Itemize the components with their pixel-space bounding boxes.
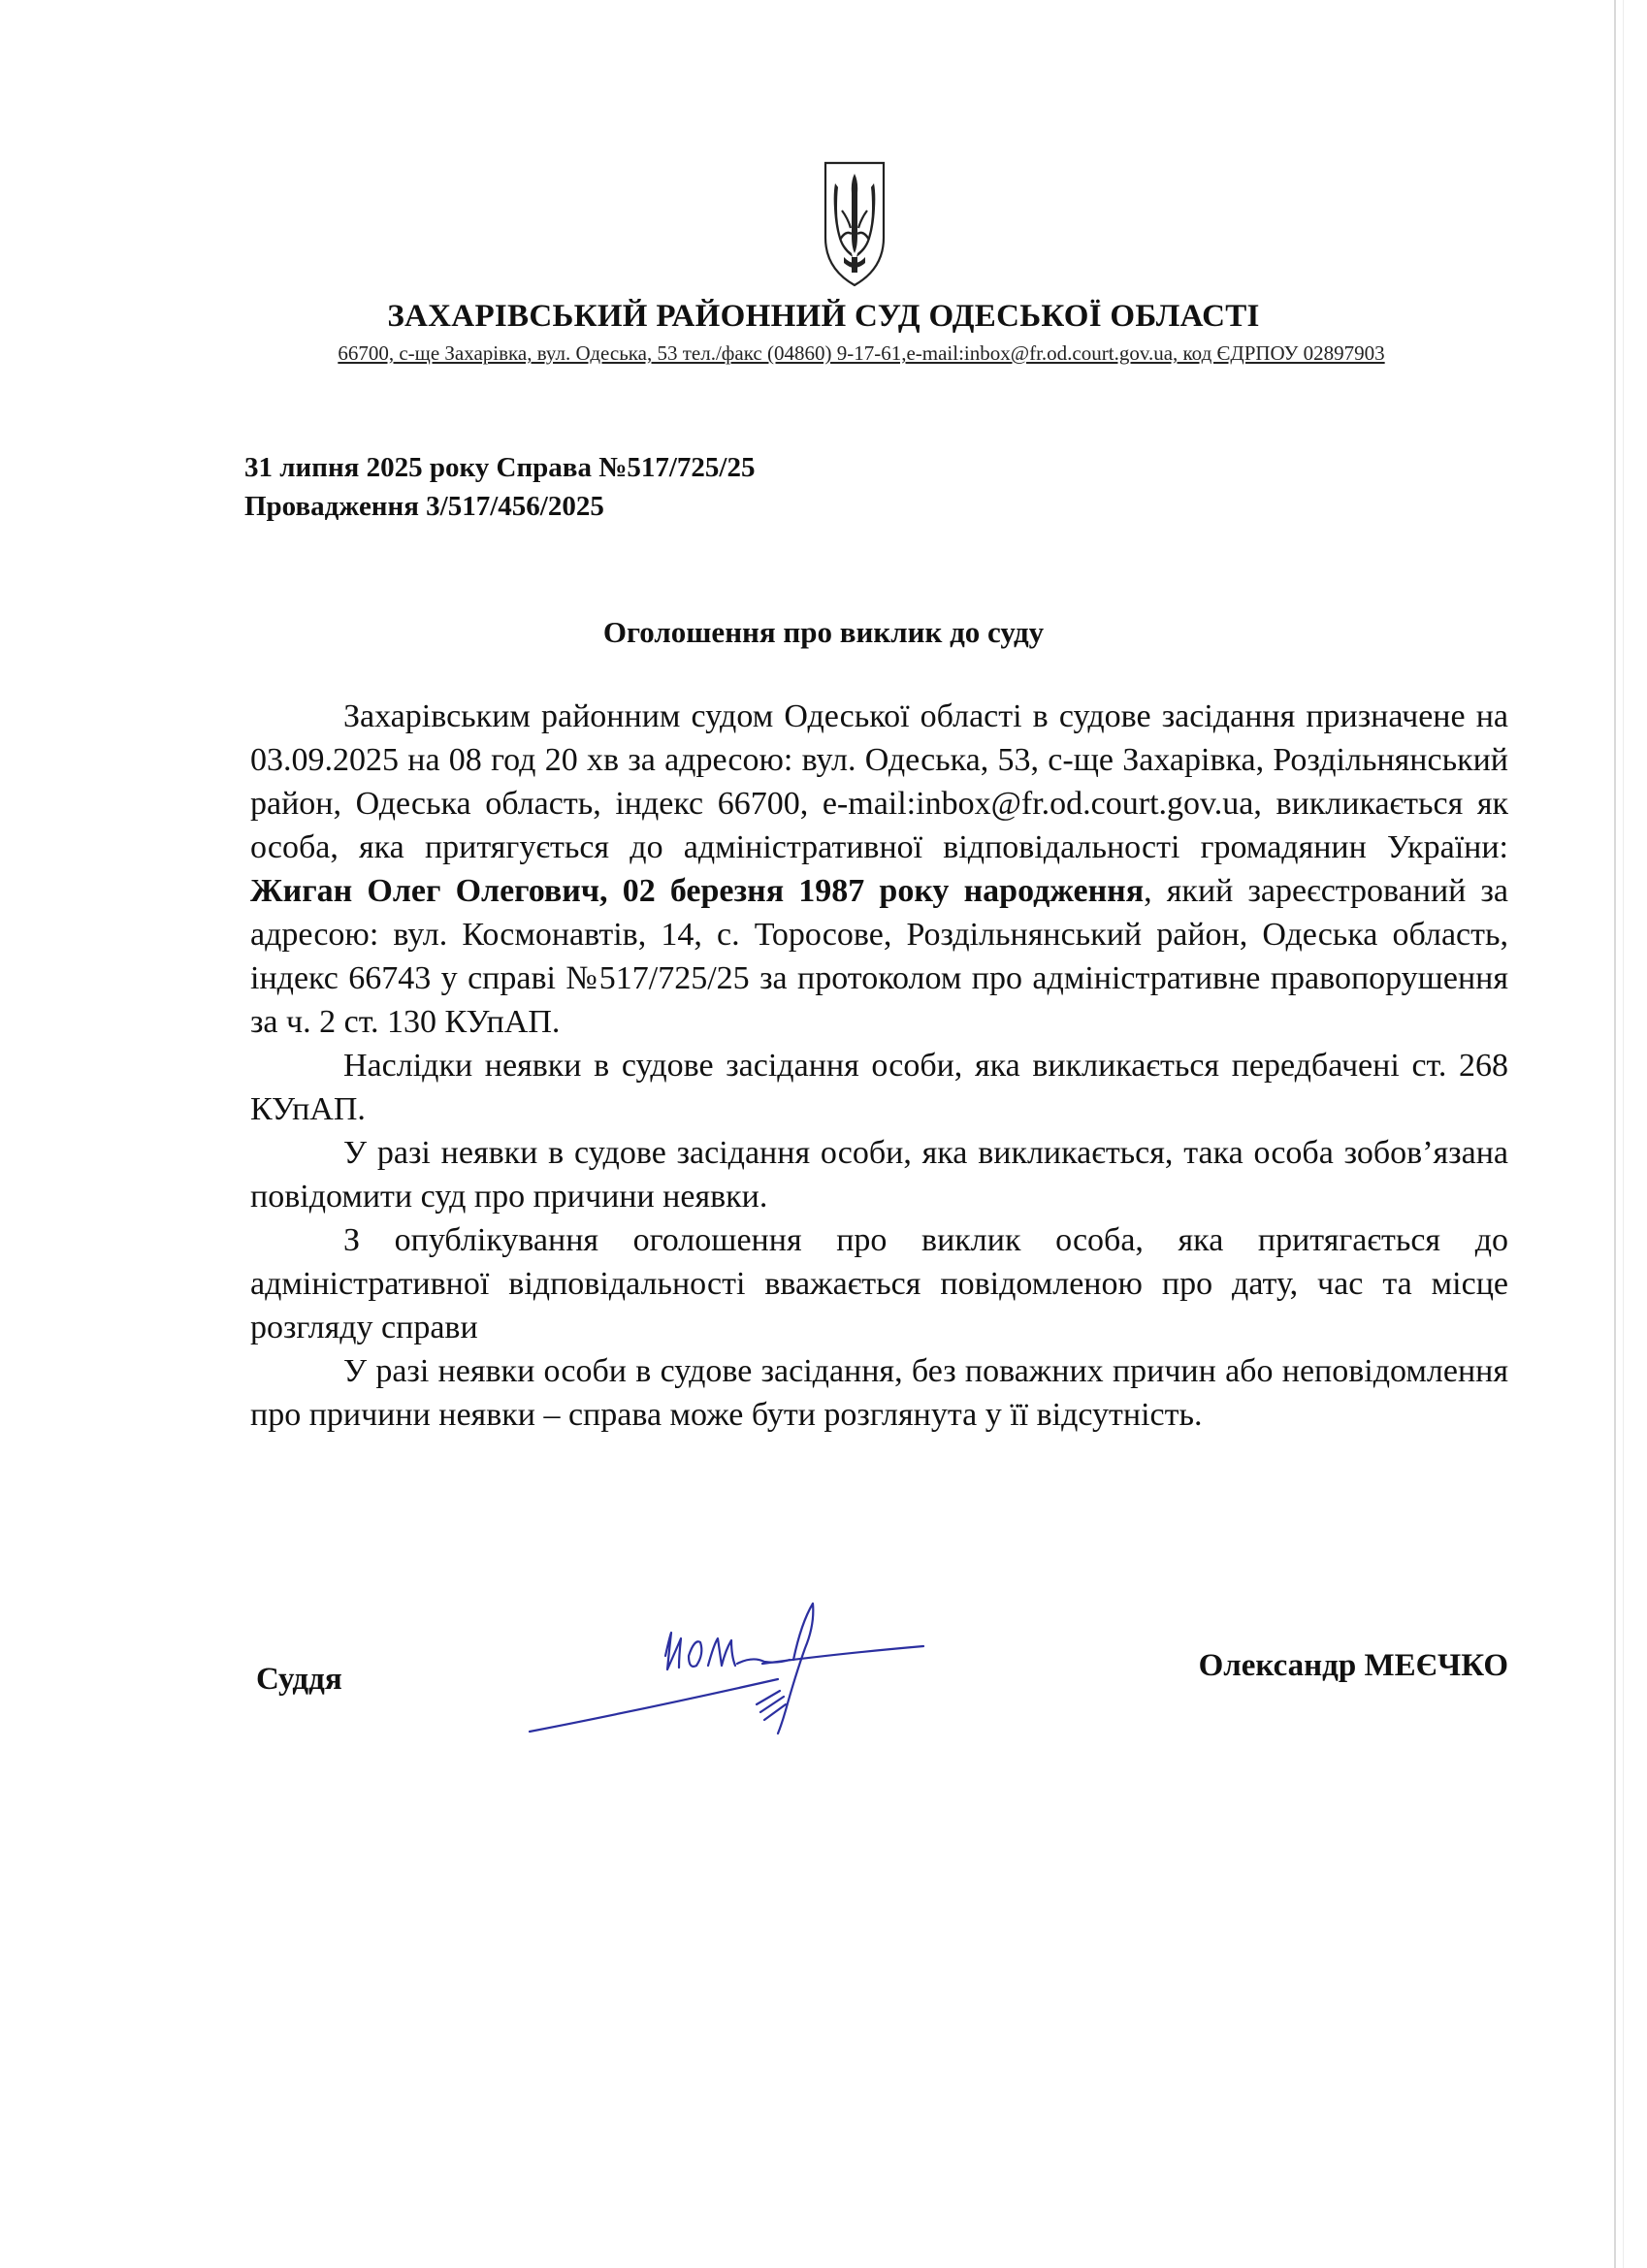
notice-body: [250, 695, 1508, 1437]
judge-name: Олександр МЕЄЧКО: [1198, 1648, 1508, 1683]
proceeding-number: Провадження 3/517/456/2025: [244, 491, 604, 522]
court-name: ЗАХАРІВСЬКИЙ РАЙОННИЙ СУД ОДЕСЬКОЇ ОБЛАСТІ: [387, 299, 1260, 334]
court-address: 66700, с-ще Захарівка, вул. Одеська, 53 тел./факс (04860) 9-17-61,e-mail:inbox@fr.od.court.gov.ua, код ЄДРПОУ 02897903: [338, 341, 1385, 365]
case-date-number: 31 липня 2025 року Справа №517/725/25: [244, 452, 756, 483]
judge-title: Суддя: [256, 1662, 342, 1697]
paragraph-obligation: У разі неявки в судове засідання особи, яка викликається, така особа зобов’язана повідомити суд про причини неявки.: [250, 1135, 1508, 1215]
summons-text-part2: , який зареєстрований за адресою: вул. Космонавтів, 14, с. Торосове, Роздільнянський район, Одеська область, індекс 66743 у справі №517/725/25 за протоколом про адміністративне правопорушення за ч. 2 ст. 130 КУпАП.: [250, 873, 1508, 1040]
tryzub-coat-of-arms-icon: [823, 160, 887, 288]
scan-page-edge-shadow: [1623, 0, 1624, 2268]
scan-page-edge: [1614, 0, 1616, 2268]
paragraph-consequences: Наслідки неявки в судове засідання особи, яка викликається передбачені ст. 268 КУпАП.: [250, 1048, 1508, 1127]
person-name: Жиган Олег Олегович, 02 березня 1987 року народження: [250, 873, 1145, 909]
handwritten-signature-icon: [524, 1596, 931, 1751]
paragraph-summons: [250, 695, 1508, 1044]
paragraph-absence: У разі неявки особи в судове засідання, без поважних причин або неповідомлення про причини неявки – справа може бути розглянута у її відсутність.: [250, 1353, 1508, 1433]
paragraph-publication: З опублікування оголошення про виклик особа, яка притягається до адміністративної відповідальності вважається повідомленою про дату, час та місце розгляду справи: [250, 1222, 1508, 1345]
summons-text-part1: Захарівським районним судом Одеської області в судове засідання призначене на 03.09.2025 на 08 год 20 хв за адресою: вул. Одеська, 53, с-ще Захарівка, Роздільнянський район, Одеська область, індекс 66700, e-mail:inbox@fr.od.court.gov.ua, викликається як особа, яка притягується до адміністративної відповідальності громадянин України:: [250, 698, 1508, 865]
notice-title: Оголошення про виклик до суду: [602, 615, 1045, 649]
